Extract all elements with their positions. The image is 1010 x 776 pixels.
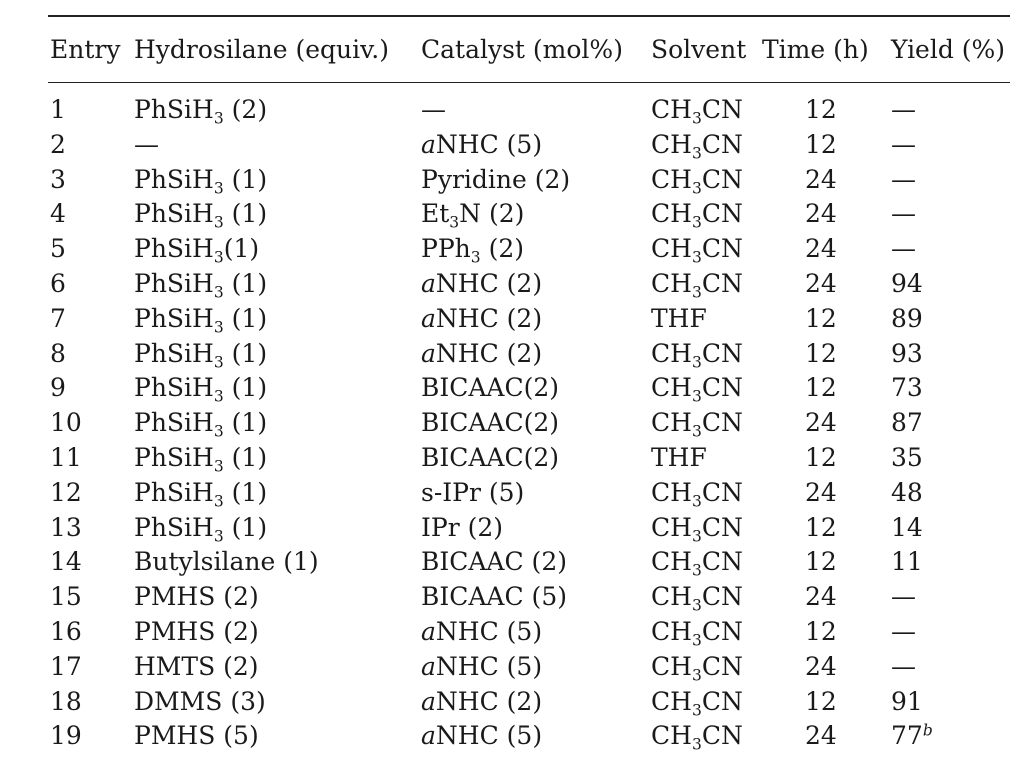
- yield-value: 48: [891, 477, 923, 507]
- entry-cell: 17: [50, 651, 82, 681]
- yield-cell: [891, 476, 923, 510]
- yield-cell: [891, 580, 916, 614]
- yield-value: —: [891, 129, 916, 159]
- hydrosilane-cell-text: PhSiH: [134, 199, 214, 229]
- table-row: [0, 441, 1010, 475]
- catalyst-cell: [421, 685, 542, 719]
- catalyst-text: NHC (5): [435, 651, 543, 681]
- table-row: [0, 615, 1010, 649]
- hydrosilane-cell-suffix: (1): [223, 443, 268, 472]
- entry-cell: 4: [50, 199, 66, 229]
- solvent-cell-text: CH: [651, 651, 692, 681]
- hydrosilane-cell: [134, 406, 267, 440]
- yield-value: —: [891, 651, 916, 681]
- catalyst-text: —: [421, 95, 446, 124]
- catalyst-text: NHC (2): [435, 338, 543, 368]
- solvent-cell: [651, 302, 707, 336]
- hydrosilane-cell: [134, 511, 267, 545]
- yield-value: —: [891, 234, 916, 264]
- header-solvent: Solvent: [651, 35, 747, 64]
- catalyst-text: NHC (5): [435, 721, 543, 751]
- time-cell: 24: [805, 651, 837, 681]
- hydrosilane-cell-text: PhSiH: [134, 164, 214, 194]
- table-top-rule: [48, 15, 1010, 17]
- hydrosilane-cell-text: Butylsilane (1): [134, 547, 319, 577]
- table-row: [0, 685, 1010, 719]
- hydrosilane-cell-suffix: (1): [223, 477, 268, 507]
- solvent-cell-text: CH: [651, 95, 692, 124]
- solvent-cell-suffix: CN: [701, 547, 743, 577]
- table-header-rule: [48, 82, 1010, 83]
- hydrosilane-cell-text: DMMS (3): [134, 686, 266, 716]
- hydrosilane-cell: [134, 197, 267, 231]
- header-time: Time (h): [762, 35, 869, 64]
- yield-value: 87: [891, 408, 923, 438]
- time-cell: 24: [805, 721, 837, 751]
- solvent-cell-text: CH: [651, 129, 692, 159]
- solvent-cell: [651, 719, 743, 753]
- catalyst-cell: [421, 232, 524, 266]
- entry-cell: 11: [50, 443, 82, 472]
- hydrosilane-cell-text: PMHS (2): [134, 617, 259, 646]
- table-row: [0, 545, 1010, 579]
- hydrosilane-cell: [134, 337, 267, 371]
- yield-value: 91: [891, 686, 923, 716]
- solvent-cell: [651, 406, 743, 440]
- solvent-cell-suffix: CN: [701, 686, 743, 716]
- catalyst-cell: [421, 267, 542, 301]
- catalyst-cell: [421, 371, 559, 405]
- catalyst-text: BICAAC(2): [421, 408, 560, 438]
- entry-cell: 5: [50, 234, 66, 264]
- catalyst-cell: [421, 337, 542, 371]
- catalyst-italic-prefix: a: [421, 721, 436, 751]
- yield-cell: [891, 511, 923, 545]
- hydrosilane-cell-subscript: 3: [213, 353, 224, 372]
- time-cell: 24: [805, 582, 837, 612]
- yield-cell: [891, 232, 916, 266]
- catalyst-cell: [421, 511, 503, 545]
- solvent-cell-subscript: 3: [691, 527, 702, 546]
- solvent-cell-text: CH: [651, 373, 692, 403]
- yield-cell: [891, 197, 916, 231]
- solvent-cell-suffix: CN: [701, 582, 743, 612]
- solvent-cell: [651, 128, 743, 162]
- solvent-cell-subscript: 3: [691, 492, 702, 511]
- hydrosilane-cell: [134, 615, 259, 649]
- yield-cell: [891, 615, 916, 649]
- catalyst-cell: [421, 441, 559, 475]
- solvent-cell-text: CH: [651, 199, 692, 229]
- solvent-cell-subscript: 3: [691, 387, 702, 406]
- hydrosilane-cell-text: PhSiH: [134, 269, 214, 298]
- time-cell: 24: [805, 269, 837, 298]
- catalyst-text: NHC (2): [435, 269, 543, 298]
- solvent-cell-suffix: CN: [701, 338, 743, 368]
- catalyst-text: NHC (5): [435, 129, 543, 159]
- solvent-cell-suffix: CN: [701, 373, 743, 403]
- yield-value: 73: [891, 373, 923, 403]
- catalyst-cell: [421, 197, 524, 231]
- yield-value: 77: [891, 721, 923, 751]
- table-row: [0, 371, 1010, 405]
- catalyst-italic-prefix: a: [421, 651, 436, 681]
- table-header-row: [0, 33, 1010, 67]
- catalyst-text: PPh: [421, 234, 471, 264]
- solvent-cell-subscript: 3: [691, 213, 702, 232]
- hydrosilane-cell: [134, 476, 267, 510]
- time-cell: 12: [805, 686, 837, 716]
- solvent-cell-text: CH: [651, 721, 692, 751]
- solvent-cell-text: CH: [651, 164, 692, 194]
- yield-value: 14: [891, 512, 923, 542]
- solvent-cell: [651, 232, 743, 266]
- time-cell: 12: [805, 443, 837, 472]
- entry-cell: 18: [50, 686, 82, 716]
- yield-footnote-marker: b: [922, 721, 933, 740]
- solvent-cell-subscript: 3: [691, 248, 702, 267]
- catalyst-italic-prefix: a: [421, 269, 436, 298]
- hydrosilane-cell: [134, 545, 319, 579]
- yield-cell: [891, 719, 933, 753]
- hydrosilane-cell: [134, 163, 267, 197]
- catalyst-text: NHC (5): [435, 617, 543, 646]
- solvent-cell-suffix: CN: [701, 651, 743, 681]
- solvent-cell-text: THF: [651, 303, 707, 333]
- catalyst-cell: [421, 580, 567, 614]
- yield-cell: [891, 545, 923, 579]
- catalyst-subscript: 3: [449, 213, 460, 232]
- yield-cell: [891, 441, 923, 475]
- hydrosilane-cell-suffix: (1): [223, 234, 260, 264]
- hydrosilane-cell-suffix: (1): [223, 373, 268, 403]
- header-entry: Entry: [50, 35, 121, 64]
- time-cell: 12: [805, 129, 837, 159]
- yield-cell: [891, 406, 923, 440]
- entry-cell: 9: [50, 373, 66, 403]
- catalyst-text: NHC (2): [435, 686, 543, 716]
- catalyst-text: BICAAC(2): [421, 373, 560, 403]
- solvent-cell: [651, 337, 743, 371]
- catalyst-text: s-IPr (5): [421, 477, 525, 507]
- solvent-cell: [651, 545, 743, 579]
- time-cell: 12: [805, 512, 837, 542]
- hydrosilane-cell-suffix: (1): [223, 408, 268, 438]
- entry-cell: 19: [50, 721, 82, 751]
- table-row: [0, 302, 1010, 336]
- yield-cell: [891, 267, 923, 301]
- catalyst-cell: [421, 163, 570, 197]
- hydrosilane-cell-text: PhSiH: [134, 512, 214, 542]
- solvent-cell-text: CH: [651, 269, 692, 298]
- hydrosilane-cell: [134, 232, 259, 266]
- solvent-cell: [651, 441, 707, 475]
- yield-value: 11: [891, 547, 923, 577]
- catalyst-cell: [421, 476, 524, 510]
- hydrosilane-cell: [134, 719, 259, 753]
- solvent-cell-text: CH: [651, 234, 692, 264]
- hydrosilane-cell-text: —: [134, 129, 159, 159]
- yield-value: —: [891, 164, 916, 194]
- hydrosilane-cell-suffix: (1): [223, 512, 268, 542]
- hydrosilane-cell-subscript: 3: [213, 283, 224, 302]
- solvent-cell: [651, 163, 743, 197]
- catalyst-italic-prefix: a: [421, 338, 436, 368]
- catalyst-suffix: (2): [480, 234, 524, 264]
- solvent-cell: [651, 511, 743, 545]
- solvent-cell: [651, 685, 743, 719]
- entry-cell: 13: [50, 512, 82, 542]
- solvent-cell-text: CH: [651, 686, 692, 716]
- yield-cell: [891, 337, 923, 371]
- catalyst-cell: [421, 128, 542, 162]
- solvent-cell-text: CH: [651, 547, 692, 577]
- hydrosilane-cell-text: PhSiH: [134, 477, 214, 507]
- entry-cell: 15: [50, 582, 82, 612]
- hydrosilane-cell-subscript: 3: [213, 248, 224, 267]
- solvent-cell-subscript: 3: [691, 144, 702, 163]
- table-row: [0, 719, 1010, 753]
- solvent-cell-suffix: CN: [701, 269, 743, 298]
- solvent-cell: [651, 650, 743, 684]
- hydrosilane-cell-text: PhSiH: [134, 338, 214, 368]
- yield-cell: [891, 371, 923, 405]
- hydrosilane-cell-text: PhSiH: [134, 408, 214, 438]
- table-row: [0, 93, 1010, 127]
- yield-value: 35: [891, 443, 923, 472]
- hydrosilane-cell: [134, 371, 267, 405]
- catalyst-cell: [421, 545, 567, 579]
- catalyst-text: IPr (2): [421, 512, 504, 542]
- yield-cell: [891, 128, 916, 162]
- solvent-cell-subscript: 3: [691, 283, 702, 302]
- solvent-cell: [651, 615, 743, 649]
- solvent-cell-subscript: 3: [691, 701, 702, 720]
- entry-cell: 2: [50, 129, 66, 159]
- hydrosilane-cell-subscript: 3: [213, 318, 224, 337]
- time-cell: 12: [805, 617, 837, 646]
- solvent-cell-suffix: CN: [701, 408, 743, 438]
- table-row: [0, 232, 1010, 266]
- solvent-cell-suffix: CN: [701, 617, 743, 646]
- entry-cell: 10: [50, 408, 82, 438]
- catalyst-cell: [421, 615, 542, 649]
- time-cell: 12: [805, 95, 837, 124]
- hydrosilane-cell: [134, 302, 267, 336]
- entry-cell: 6: [50, 269, 66, 298]
- solvent-cell-suffix: CN: [701, 721, 743, 751]
- time-cell: 24: [805, 164, 837, 194]
- entry-cell: 8: [50, 338, 66, 368]
- solvent-cell-text: CH: [651, 338, 692, 368]
- yield-value: —: [891, 617, 916, 646]
- solvent-cell-suffix: CN: [701, 512, 743, 542]
- entry-cell: 12: [50, 477, 82, 507]
- hydrosilane-cell: [134, 441, 267, 475]
- hydrosilane-cell-text: PhSiH: [134, 373, 214, 403]
- time-cell: 12: [805, 303, 837, 333]
- time-cell: 24: [805, 199, 837, 229]
- hydrosilane-cell-subscript: 3: [213, 457, 224, 476]
- catalyst-text: NHC (2): [435, 303, 543, 333]
- hydrosilane-cell: [134, 685, 266, 719]
- table-row: [0, 128, 1010, 162]
- header-catalyst: Catalyst (mol%): [421, 35, 623, 64]
- time-cell: 24: [805, 408, 837, 438]
- solvent-cell: [651, 267, 743, 301]
- table-row: [0, 267, 1010, 301]
- hydrosilane-cell-suffix: (1): [223, 199, 268, 229]
- hydrosilane-cell-text: PhSiH: [134, 303, 214, 333]
- solvent-cell-suffix: CN: [701, 129, 743, 159]
- catalyst-cell: [421, 93, 446, 127]
- hydrosilane-cell-suffix: (2): [223, 95, 268, 124]
- yield-cell: [891, 302, 923, 336]
- hydrosilane-cell-subscript: 3: [213, 109, 224, 128]
- header-yield: Yield (%): [891, 35, 1006, 64]
- catalyst-subscript: 3: [470, 248, 481, 267]
- catalyst-cell: [421, 719, 542, 753]
- yield-cell: [891, 163, 916, 197]
- entry-cell: 1: [50, 95, 66, 124]
- solvent-cell-subscript: 3: [691, 561, 702, 580]
- time-cell: 12: [805, 338, 837, 368]
- entry-cell: 14: [50, 547, 82, 577]
- catalyst-text: Pyridine (2): [421, 164, 571, 194]
- entry-cell: 16: [50, 617, 82, 646]
- hydrosilane-cell-text: PhSiH: [134, 95, 214, 124]
- entry-cell: 7: [50, 303, 66, 333]
- yield-cell: [891, 685, 923, 719]
- hydrosilane-cell-text: PhSiH: [134, 234, 214, 264]
- solvent-cell: [651, 371, 743, 405]
- yield-cell: [891, 93, 916, 127]
- yield-cell: [891, 650, 916, 684]
- solvent-cell: [651, 476, 743, 510]
- catalyst-text: BICAAC(2): [421, 443, 560, 472]
- yield-value: 94: [891, 269, 923, 298]
- yield-value: —: [891, 95, 916, 124]
- solvent-cell-text: THF: [651, 443, 707, 472]
- yield-value: —: [891, 199, 916, 229]
- solvent-cell-subscript: 3: [691, 179, 702, 198]
- catalyst-text: Et: [421, 199, 450, 229]
- hydrosilane-cell-subscript: 3: [213, 213, 224, 232]
- hydrosilane-cell-text: PMHS (5): [134, 721, 259, 751]
- hydrosilane-cell-suffix: (1): [223, 303, 268, 333]
- hydrosilane-cell: [134, 650, 259, 684]
- solvent-cell-suffix: CN: [701, 477, 743, 507]
- hydrosilane-cell-subscript: 3: [213, 387, 224, 406]
- catalyst-cell: [421, 406, 559, 440]
- table-row: [0, 197, 1010, 231]
- table-row: [0, 476, 1010, 510]
- catalyst-suffix: N (2): [459, 199, 525, 229]
- table-row: [0, 337, 1010, 371]
- solvent-cell-subscript: 3: [691, 596, 702, 615]
- hydrosilane-cell: [134, 580, 259, 614]
- hydrosilane-cell-subscript: 3: [213, 179, 224, 198]
- solvent-cell-suffix: CN: [701, 199, 743, 229]
- table-row: [0, 580, 1010, 614]
- hydrosilane-cell-suffix: (1): [223, 164, 268, 194]
- catalyst-cell: [421, 302, 542, 336]
- hydrosilane-cell-suffix: (1): [223, 338, 268, 368]
- time-cell: 24: [805, 234, 837, 264]
- hydrosilane-cell: [134, 93, 267, 127]
- catalyst-italic-prefix: a: [421, 617, 436, 646]
- header-hydrosilane: Hydrosilane (equiv.): [134, 35, 390, 64]
- time-cell: 12: [805, 547, 837, 577]
- solvent-cell-suffix: CN: [701, 234, 743, 264]
- solvent-cell-subscript: 3: [691, 353, 702, 372]
- hydrosilane-cell: [134, 128, 159, 162]
- catalyst-cell: [421, 650, 542, 684]
- hydrosilane-cell: [134, 267, 267, 301]
- solvent-cell-text: CH: [651, 408, 692, 438]
- entry-cell: 3: [50, 164, 66, 194]
- table-row: [0, 163, 1010, 197]
- time-cell: 24: [805, 477, 837, 507]
- catalyst-text: BICAAC (2): [421, 547, 567, 577]
- yield-value: 89: [891, 303, 923, 333]
- solvent-cell-subscript: 3: [691, 735, 702, 754]
- hydrosilane-cell-text: HMTS (2): [134, 651, 259, 681]
- solvent-cell-text: CH: [651, 582, 692, 612]
- yield-value: 93: [891, 338, 923, 368]
- hydrosilane-cell-subscript: 3: [213, 492, 224, 511]
- solvent-cell: [651, 197, 743, 231]
- solvent-cell-suffix: CN: [701, 164, 743, 194]
- solvent-cell-subscript: 3: [691, 631, 702, 650]
- solvent-cell-text: CH: [651, 617, 692, 646]
- solvent-cell-subscript: 3: [691, 422, 702, 441]
- hydrosilane-cell-subscript: 3: [213, 527, 224, 546]
- solvent-cell-subscript: 3: [691, 109, 702, 128]
- table-row: [0, 406, 1010, 440]
- solvent-cell-text: CH: [651, 512, 692, 542]
- solvent-cell: [651, 93, 743, 127]
- solvent-cell-subscript: 3: [691, 666, 702, 685]
- table-row: [0, 650, 1010, 684]
- solvent-cell-suffix: CN: [701, 95, 743, 124]
- hydrosilane-cell-suffix: (1): [223, 269, 268, 298]
- catalyst-italic-prefix: a: [421, 686, 436, 716]
- solvent-cell: [651, 580, 743, 614]
- hydrosilane-cell-text: PhSiH: [134, 443, 214, 472]
- hydrosilane-cell-text: PMHS (2): [134, 582, 259, 612]
- catalyst-italic-prefix: a: [421, 129, 436, 159]
- catalyst-italic-prefix: a: [421, 303, 436, 333]
- time-cell: 12: [805, 373, 837, 403]
- table-row: [0, 511, 1010, 545]
- hydrosilane-cell-subscript: 3: [213, 422, 224, 441]
- catalyst-text: BICAAC (5): [421, 582, 567, 612]
- solvent-cell-text: CH: [651, 477, 692, 507]
- yield-value: —: [891, 582, 916, 612]
